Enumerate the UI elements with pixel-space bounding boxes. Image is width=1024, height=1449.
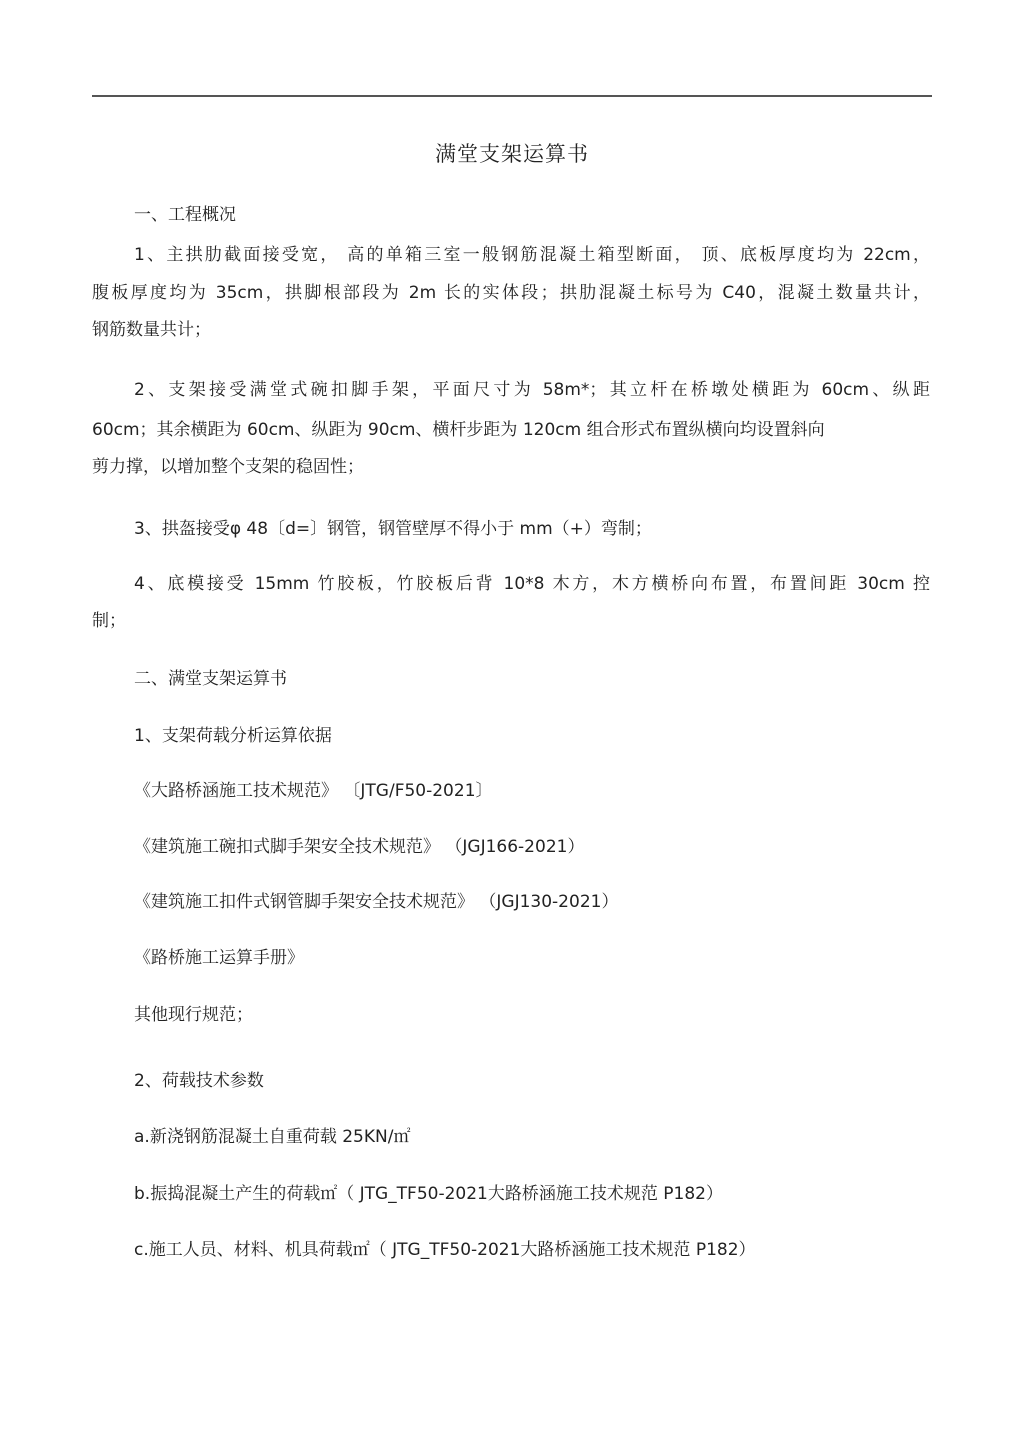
paragraph-4-line-1: 4、底模接受 15mm 竹胶板，竹胶板后背 10*8 木方，木方横桥向布置，布置间距 30cm 控 — [134, 574, 930, 594]
section-heading-overview: 一、工程概况 — [134, 205, 236, 225]
paragraph-2-line-3: 剪力撑，以增加整个支架的稳固性； — [92, 457, 364, 477]
reference-item: 《建筑施工碗扣式脚手架安全技术规范》 （JGJ166-2021） — [134, 837, 585, 857]
param-item: b.振捣混凝土产生的荷载㎡（ JTG_TF50-2021大路桥涵施工技术规范 P182） — [134, 1184, 723, 1204]
paragraph-2-line-2: 60cm；其余横距为 60cm、纵距为 90cm、横杆步距为 120cm 组合形式布置纵横向均设置斜向 — [92, 420, 825, 440]
paragraph-1-line-3: 钢筋数量共计； — [92, 320, 211, 340]
reference-item: 《路桥施工运算手册》 — [134, 948, 304, 968]
paragraph-4-line-2: 制； — [92, 611, 126, 631]
subheading-basis: 1、支架荷载分析运算依据 — [134, 726, 332, 746]
paragraph-3: 3、拱盔接受φ 48〔d=〕钢管，钢管壁厚不得小于 mm（+）弯制； — [134, 519, 652, 539]
reference-item: 《大路桥涵施工技术规范》 〔JTG/F50-2021〕 — [134, 781, 493, 801]
reference-item: 《建筑施工扣件式钢管脚手架安全技术规范》 （JGJ130-2021） — [134, 892, 619, 912]
param-item: c.施工人员、材料、机具荷载㎡（ JTG_TF50-2021大路桥涵施工技术规范 P182） — [134, 1240, 756, 1260]
header-rule — [92, 95, 932, 97]
param-item: a.新浇钢筋混凝土自重荷载 25KN/㎡ — [134, 1127, 411, 1147]
subheading-load-params: 2、荷载技术参数 — [134, 1071, 264, 1091]
reference-item: 其他现行规范； — [134, 1005, 253, 1025]
paragraph-1-line-1: 1、主拱肋截面接受宽， 高的单箱三室一般钢筋混凝土箱型断面， 顶、底板厚度均为 22cm， — [134, 245, 930, 265]
section-heading-calculation: 二、满堂支架运算书 — [134, 669, 287, 689]
document-title: 满堂支架运算书 — [435, 142, 589, 166]
paragraph-1-line-2: 腹板厚度均为 35cm，拱脚根部段为 2m 长的实体段；拱肋混凝土标号为 C40，混凝土数量共计， — [92, 283, 930, 303]
paragraph-2-line-1: 2、支架接受满堂式碗扣脚手架，平面尺寸为 58m*；其立杆在桥墩处横距为 60cm、纵距 — [134, 380, 930, 400]
